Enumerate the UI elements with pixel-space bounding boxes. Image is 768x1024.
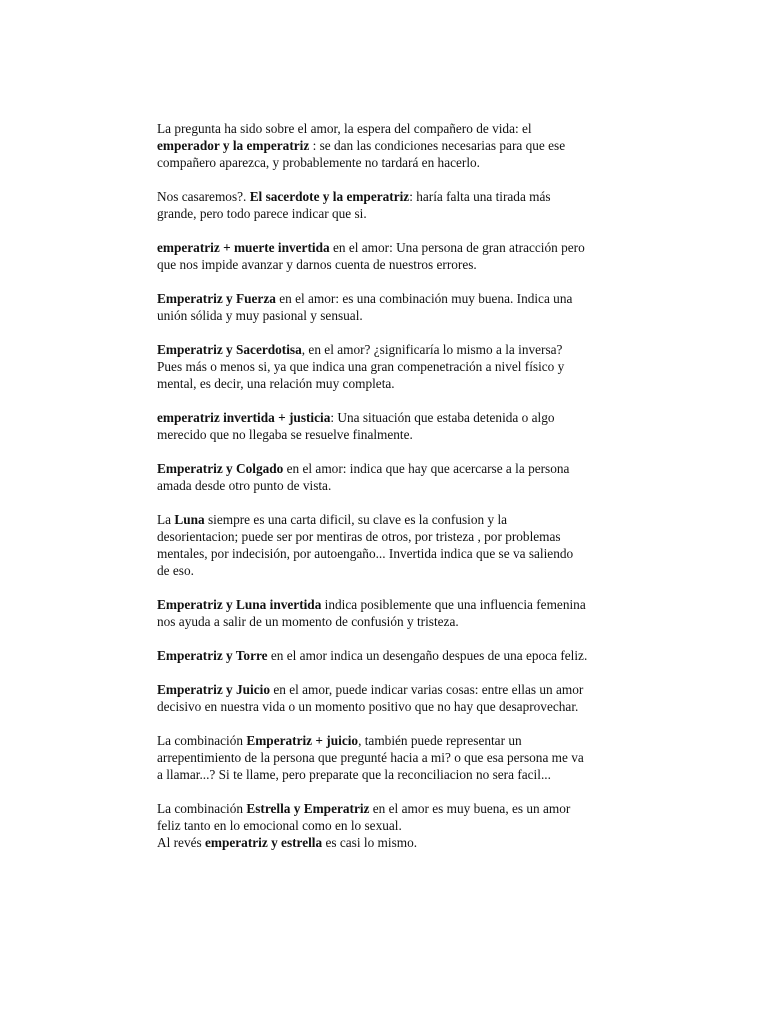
paragraph-text: en el amor: Una persona de gran atracción pero que nos impide avanzar y darnos cuenta de nuestros errores. (157, 240, 585, 272)
paragraph (157, 732, 662, 783)
paragraph (157, 511, 662, 579)
bold-term: Emperatriz y Fuerza (157, 291, 276, 306)
paragraph (157, 800, 662, 851)
bold-term: Emperatriz y Luna invertida (157, 597, 322, 612)
paragraph (157, 681, 662, 715)
paragraph-text: en el amor: es una combinación muy buena. Indica una unión sólida y muy pasional y sensual. (157, 291, 573, 323)
paragraph (157, 460, 662, 494)
bold-term: Emperatriz y Sacerdotisa (157, 342, 302, 357)
paragraph (157, 290, 662, 324)
paragraph (157, 647, 662, 664)
paragraph-text: La combinación (157, 801, 247, 816)
paragraph-text: , también puede representar un arrepentimiento de la persona que pregunté hacia a mi? o que esa persona me va a llamar...? Si te llame, pero preparate que la reconciliacion no sera facil... (157, 733, 584, 782)
bold-term: Emperatriz y Torre (157, 648, 268, 663)
paragraph (157, 120, 662, 171)
paragraph (157, 596, 662, 630)
bold-term: emperatriz + muerte invertida (157, 240, 330, 255)
paragraph-text: Nos casaremos?. (157, 189, 250, 204)
paragraph-text: , en el amor? ¿significaría lo mismo a la inversa? Pues más o menos si, ya que indica una gran compenetración a nivel físico y mental, es decir, una relación muy completa. (157, 342, 565, 391)
paragraph-text: en el amor es muy buena, es un amor feliz tanto en lo emocional como en lo sexual. Al revés (157, 801, 571, 850)
bold-term: El sacerdote y la emperatriz (249, 189, 410, 204)
bold-term: emperador y la emperatriz (157, 138, 310, 153)
paragraph-text: en el amor: indica que hay que acercarse a la persona amada desde otro punto de vista. (157, 461, 570, 493)
paragraph (157, 239, 662, 273)
bold-term: emperatriz y estrella (205, 835, 323, 850)
paragraph-text: : se dan las condiciones necesarias para que ese compañero aparezca, y probablemente no tardará en hacerlo. (157, 138, 566, 170)
paragraph-text: : Una situación que estaba detenida o algo merecido que no llegaba se resuelve finalmente. (157, 410, 555, 442)
paragraph-text: : haría falta una tirada más grande, pero todo parece indicar que si. (157, 189, 551, 221)
paragraph-text: en el amor indica un desengaño despues de una epoca feliz. (267, 648, 588, 663)
bold-term: Emperatriz y Colgado (157, 461, 284, 476)
bold-term: Emperatriz y Juicio (157, 682, 270, 697)
paragraph-text: es casi lo mismo. (322, 835, 418, 850)
bold-term: Luna (174, 512, 205, 527)
bold-term: Emperatriz + juicio (246, 733, 359, 748)
paragraph (157, 188, 662, 222)
paragraph (157, 341, 662, 392)
paragraph-text: La combinación (157, 733, 247, 748)
bold-term: emperatriz invertida + justicia (157, 410, 331, 425)
paragraph-text: La (157, 512, 175, 527)
bold-term: Estrella y Emperatriz (246, 801, 370, 816)
paragraph-text: siempre es una carta dificil, su clave es la confusion y la desorientacion; puede ser por mentiras de otros, por tristeza , por problemas mentales, por indecisión, por autoengaño... Invertida indica que se va saliendo de eso. (157, 512, 574, 578)
document-body (157, 120, 662, 851)
paragraph (157, 409, 662, 443)
paragraph-text: en el amor, puede indicar varias cosas: entre ellas un amor decisivo en nuestra vida o un momento positivo que no hay que desaprovechar. (157, 682, 584, 714)
paragraph-text: indica posiblemente que una influencia femenina nos ayuda a salir de un momento de confusión y tristeza. (157, 597, 586, 629)
paragraph-text: La pregunta ha sido sobre el amor, la espera del compañero de vida: el (157, 121, 532, 136)
